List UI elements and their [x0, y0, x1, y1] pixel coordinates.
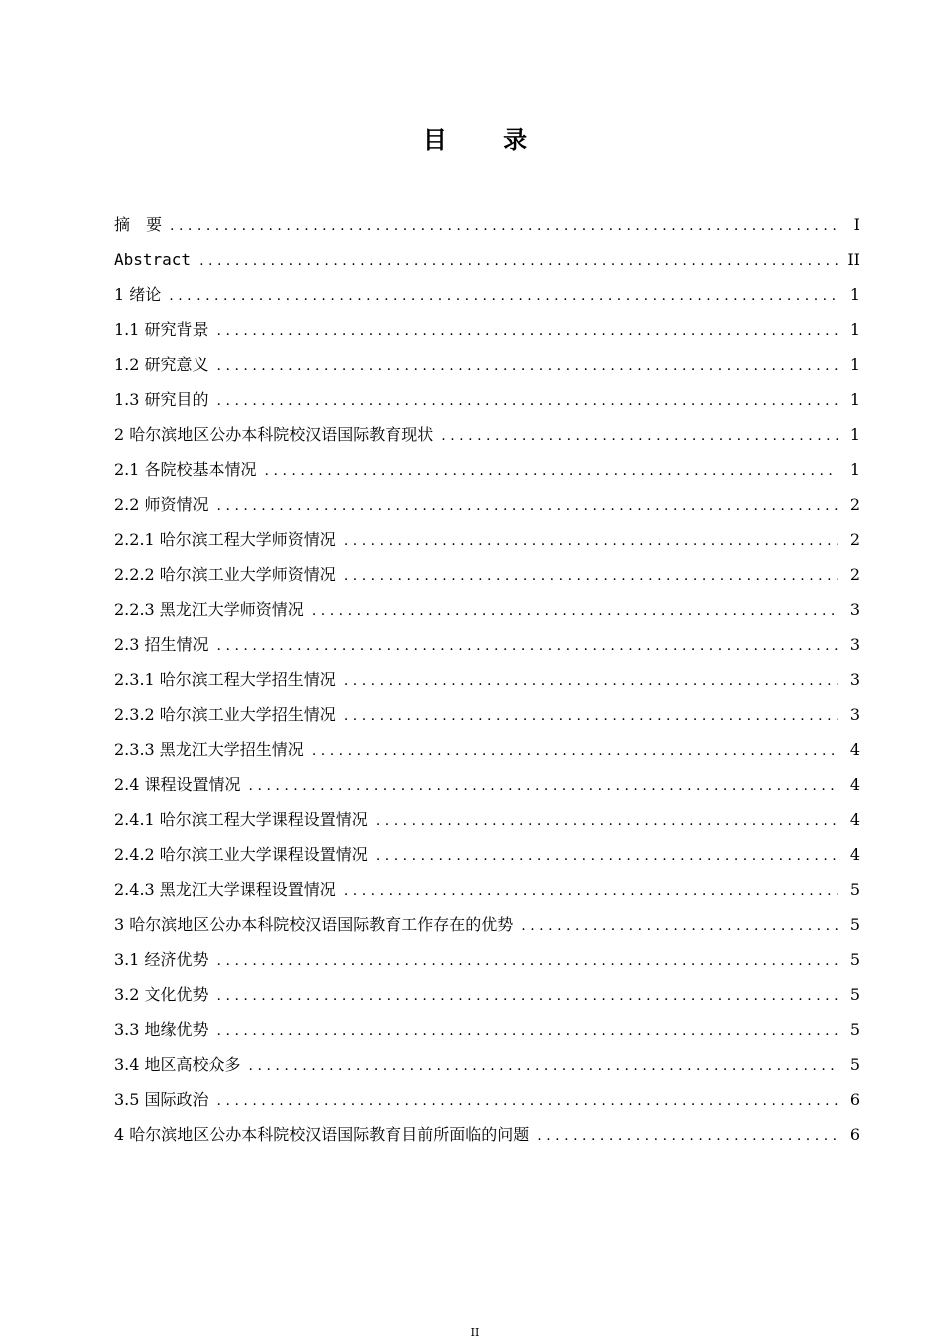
toc-dot-leader	[344, 559, 838, 594]
toc-entry[interactable]	[114, 1082, 860, 1117]
toc-entry-label: 3.5 国际政治	[114, 1090, 209, 1109]
toc-dot-leader	[217, 314, 838, 349]
toc-entry[interactable]	[114, 1012, 860, 1047]
toc-entry-page: II	[847, 250, 860, 269]
toc-entry-page: 1	[849, 390, 860, 409]
toc-dot-leader	[376, 804, 838, 839]
toc-entry-page: 4	[849, 775, 860, 794]
toc-entry[interactable]	[114, 207, 860, 242]
toc-dot-leader	[265, 454, 838, 489]
toc-dot-leader	[344, 874, 838, 909]
toc-dot-leader	[441, 419, 838, 454]
toc-entry[interactable]	[114, 312, 860, 347]
toc-entry-label: 2.1 各院校基本情况	[114, 460, 257, 479]
page-number: II	[470, 1326, 480, 1339]
toc-entry-label: 3.3 地缘优势	[114, 1020, 209, 1039]
toc-entry-label: 2.3 招生情况	[114, 635, 209, 654]
toc-dot-leader	[170, 209, 838, 244]
toc-entry-label: 2 哈尔滨地区公办本科院校汉语国际教育现状	[114, 425, 434, 444]
toc-entry-page: 5	[849, 915, 860, 934]
toc-entry[interactable]	[114, 487, 860, 522]
toc-dot-leader	[217, 944, 838, 979]
toc-entry-page: 3	[849, 670, 860, 689]
toc-entry[interactable]	[114, 662, 860, 697]
toc-entry-page: 4	[849, 845, 860, 864]
toc-entry-label: Abstract	[114, 250, 192, 269]
toc-entry[interactable]	[114, 802, 860, 837]
toc-entry-label: 2.2.1 哈尔滨工程大学师资情况	[114, 530, 336, 549]
toc-entry-page: 3	[849, 705, 860, 724]
toc-entry-page: 4	[849, 740, 860, 759]
toc-dot-leader	[249, 769, 838, 804]
toc-dot-leader	[217, 1084, 838, 1119]
toc-entry-page: 4	[849, 810, 860, 829]
toc-entry-page: 5	[849, 985, 860, 1004]
toc-dot-leader	[169, 279, 838, 314]
toc-dot-leader	[217, 629, 838, 664]
toc-entry-page: 2	[849, 530, 860, 549]
toc-entry-page: 3	[849, 600, 860, 619]
toc-entry[interactable]	[114, 767, 860, 802]
toc-dot-leader	[537, 1119, 838, 1154]
toc-entry[interactable]	[114, 732, 860, 767]
toc-entry-page: 6	[849, 1090, 860, 1109]
toc-entry-label: 2.3.2 哈尔滨工业大学招生情况	[114, 705, 336, 724]
toc-entry[interactable]	[114, 347, 860, 382]
toc-dot-leader	[312, 734, 838, 769]
toc-dot-leader	[344, 699, 838, 734]
toc-entry[interactable]	[114, 1047, 860, 1082]
toc-entry[interactable]	[114, 242, 860, 277]
toc-entry-page: 1	[849, 460, 860, 479]
toc-entry-label: 3.1 经济优势	[114, 950, 209, 969]
toc-entry-page: 6	[849, 1125, 860, 1144]
toc-entry-label: 2.2 师资情况	[114, 495, 209, 514]
toc-entry-label: 2.4.1 哈尔滨工程大学课程设置情况	[114, 810, 368, 829]
toc-entry-page: 1	[849, 320, 860, 339]
toc-entry-label: 摘 要	[114, 215, 163, 234]
toc-entry[interactable]	[114, 697, 860, 732]
toc-entry-label: 1.3 研究目的	[114, 390, 209, 409]
page-title: 目 录	[422, 126, 552, 154]
toc-entry-label: 2.3.1 哈尔滨工程大学招生情况	[114, 670, 336, 689]
toc-entry-label: 1 绪论	[114, 285, 162, 304]
toc-entry-label: 3 哈尔滨地区公办本科院校汉语国际教育工作存在的优势	[114, 915, 514, 934]
toc-entry[interactable]	[114, 592, 860, 627]
toc-entry[interactable]	[114, 557, 860, 592]
toc-entry-page: 2	[849, 565, 860, 584]
toc-entry[interactable]	[114, 907, 860, 942]
toc-entry-page: 1	[849, 425, 860, 444]
toc-entry-page: 3	[849, 635, 860, 654]
toc-dot-leader	[376, 839, 838, 874]
toc-entry-label: 2.4 课程设置情况	[114, 775, 241, 794]
toc-entry-page: 5	[849, 1055, 860, 1074]
toc-entry-label: 2.4.3 黑龙江大学课程设置情况	[114, 880, 336, 899]
toc-entry[interactable]	[114, 452, 860, 487]
toc-entry[interactable]	[114, 522, 860, 557]
toc-entry[interactable]	[114, 977, 860, 1012]
toc-dot-leader	[217, 979, 838, 1014]
toc-entry-page: 2	[849, 495, 860, 514]
toc-entry[interactable]	[114, 837, 860, 872]
toc-entry-label: 2.4.2 哈尔滨工业大学课程设置情况	[114, 845, 368, 864]
toc-dot-leader	[199, 244, 838, 279]
toc-dot-leader	[217, 1014, 838, 1049]
toc-entry-page: 5	[849, 950, 860, 969]
toc-dot-leader	[217, 384, 838, 419]
toc-entry-page: I	[853, 215, 860, 234]
toc-entry-page: 1	[849, 355, 860, 374]
toc-entry[interactable]	[114, 872, 860, 907]
toc-entry[interactable]	[114, 417, 860, 452]
table-of-contents	[114, 207, 860, 1152]
toc-dot-leader	[217, 489, 838, 524]
toc-entry-label: 2.2.2 哈尔滨工业大学师资情况	[114, 565, 336, 584]
toc-dot-leader	[217, 349, 838, 384]
toc-entry-page: 5	[849, 880, 860, 899]
toc-dot-leader	[521, 909, 838, 944]
toc-entry-page: 1	[849, 285, 860, 304]
toc-dot-leader	[344, 664, 838, 699]
toc-entry-label: 4 哈尔滨地区公办本科院校汉语国际教育目前所面临的问题	[114, 1125, 530, 1144]
toc-entry[interactable]	[114, 627, 860, 662]
toc-entry-label: 2.2.3 黑龙江大学师资情况	[114, 600, 304, 619]
toc-entry-label: 2.3.3 黑龙江大学招生情况	[114, 740, 304, 759]
toc-dot-leader	[344, 524, 838, 559]
toc-entry-label: 3.2 文化优势	[114, 985, 209, 1004]
toc-entry-label: 1.2 研究意义	[114, 355, 209, 374]
toc-entry[interactable]	[114, 1117, 860, 1152]
toc-entry-label: 1.1 研究背景	[114, 320, 209, 339]
toc-entry[interactable]	[114, 382, 860, 417]
toc-dot-leader	[249, 1049, 838, 1084]
toc-entry[interactable]	[114, 277, 860, 312]
toc-entry[interactable]	[114, 942, 860, 977]
toc-entry-page: 5	[849, 1020, 860, 1039]
toc-entry-label: 3.4 地区高校众多	[114, 1055, 241, 1074]
toc-dot-leader	[312, 594, 838, 629]
